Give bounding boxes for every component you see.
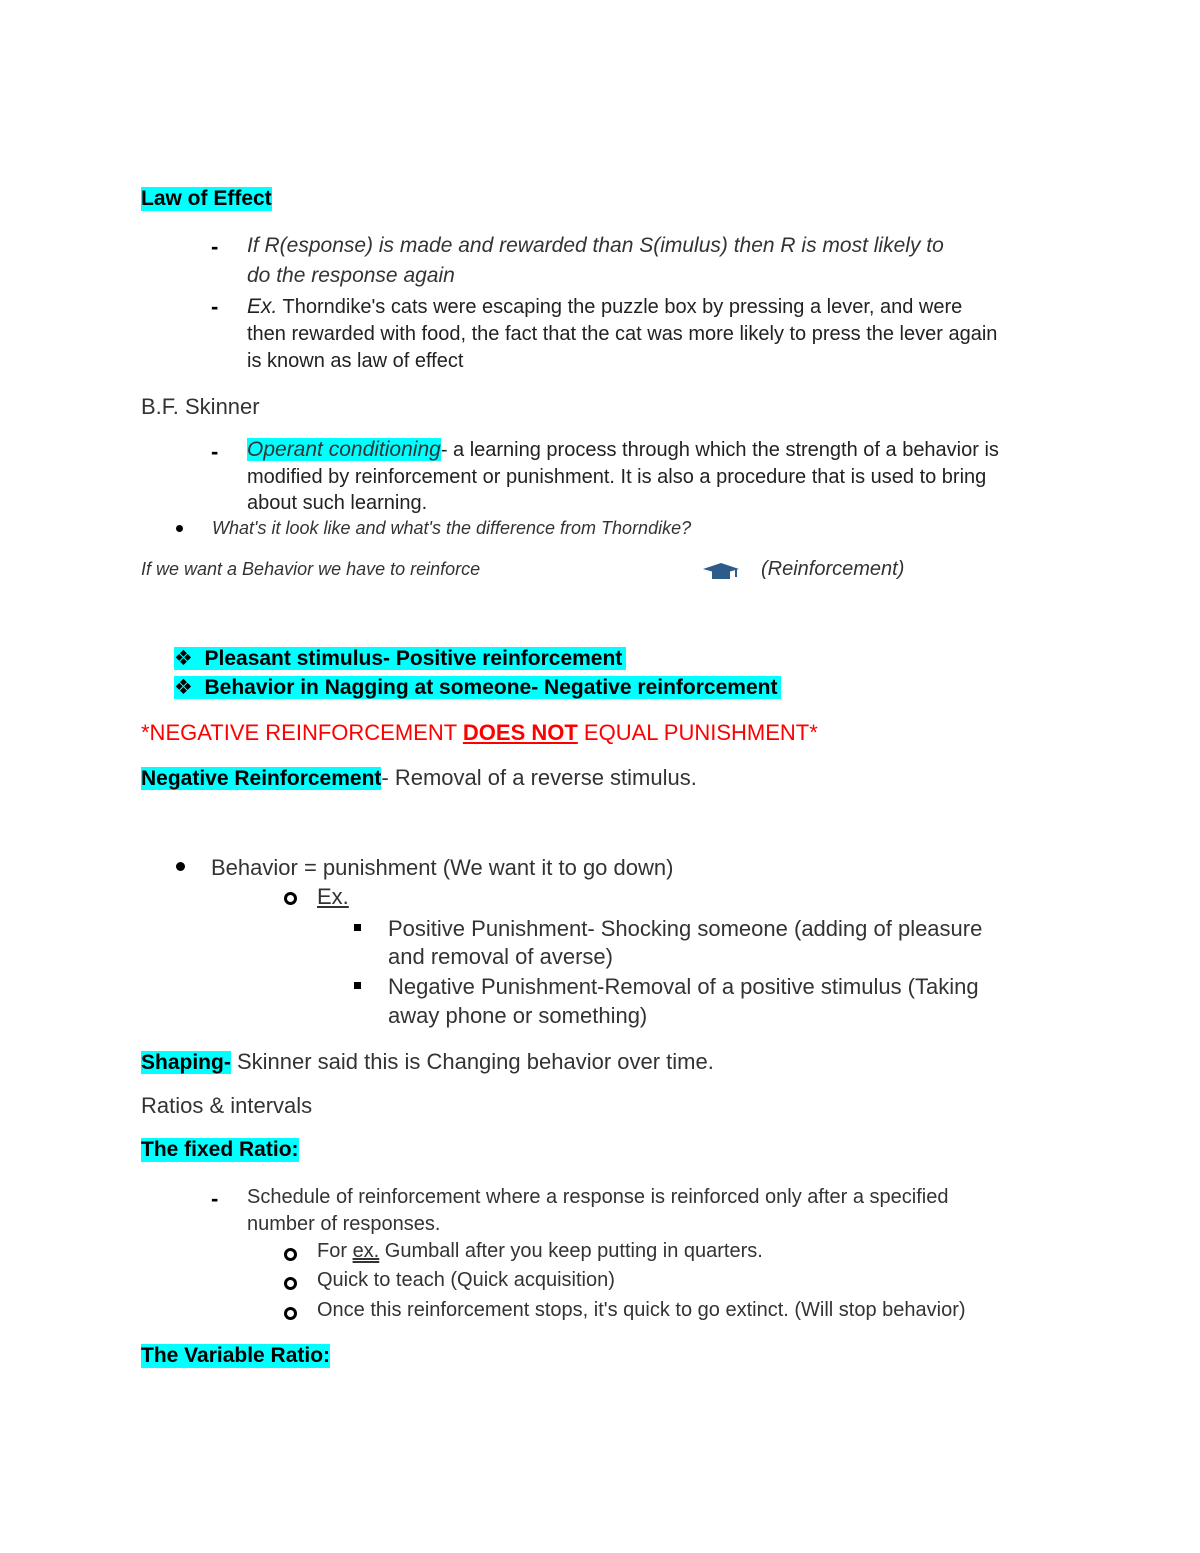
law-of-effect-item2-line2: then rewarded with food, the fact that the cat was more likely to press the lever again bbox=[247, 323, 998, 345]
circle-bullet bbox=[284, 892, 297, 905]
negative-reinforcement-line bbox=[141, 765, 697, 791]
positive-punishment-line2: and removal of averse) bbox=[388, 944, 613, 969]
negative-punishment-line2: away phone or something) bbox=[388, 1003, 648, 1028]
bullet-dot bbox=[176, 525, 183, 532]
bullet-dot bbox=[176, 862, 185, 871]
ratios-heading: Ratios & intervals bbox=[141, 1093, 313, 1118]
skinner-question: What's it look like and what's the difference from Thorndike? bbox=[212, 518, 692, 538]
diamond-list-item bbox=[174, 646, 626, 671]
reinforce-note: If we want a Behavior we have to reinforce bbox=[141, 559, 481, 579]
diamond-item-text: Behavior in Nagging at someone- Negative reinforcement bbox=[204, 676, 778, 699]
law-of-effect-item2-text: Thorndike's cats were escaping the puzzle box by pressing a lever, and were bbox=[277, 296, 963, 318]
operant-conditioning-term: Operant conditioning bbox=[247, 438, 441, 461]
positive-punishment-line1: Positive Punishment- Shocking someone (adding of pleasure bbox=[388, 916, 983, 941]
law-of-effect-item1-line1: If R(esponse) is made and rewarded than S(imulus) then R is most likely to bbox=[247, 234, 944, 257]
dash-bullet: - bbox=[211, 439, 219, 464]
fixed-ratio-sub2: Quick to teach (Quick acquisition) bbox=[317, 1269, 615, 1291]
square-bullet bbox=[354, 924, 361, 931]
negative-reinforcement-def: - Removal of a reverse stimulus. bbox=[381, 765, 697, 790]
fixed-ratio-heading: The fixed Ratio: bbox=[141, 1138, 299, 1161]
diamond-item-text: Pleasant stimulus- Positive reinforcement bbox=[204, 647, 623, 670]
diamond-item-highlight bbox=[174, 676, 781, 699]
fixed-ratio-sub3: Once this reinforcement stops, it's quick to go extinct. (Will stop behavior) bbox=[317, 1299, 966, 1321]
ex-label: Ex. bbox=[247, 295, 278, 318]
shaping-term: Shaping- bbox=[141, 1051, 231, 1074]
fixed-ratio-def-line2: number of responses. bbox=[247, 1213, 441, 1235]
operant-def-line1 bbox=[247, 438, 999, 462]
law-of-effect-item1-line2: do the response again bbox=[247, 264, 455, 287]
negative-reinforcement-term: Negative Reinforcement bbox=[141, 767, 382, 790]
law-of-effect-item2-line1 bbox=[247, 295, 962, 319]
mortarboard-icon bbox=[702, 562, 740, 585]
reinforcement-label: (Reinforcement) bbox=[761, 558, 905, 580]
dash-bullet: - bbox=[211, 294, 219, 319]
diamond-item-highlight bbox=[174, 647, 626, 670]
circle-bullet bbox=[284, 1248, 297, 1261]
negative-punishment-line1: Negative Punishment-Removal of a positive stimulus (Taking bbox=[388, 974, 979, 999]
square-bullet bbox=[354, 982, 361, 989]
diamond-icon: ❖ bbox=[174, 647, 193, 670]
variable-ratio-heading: The Variable Ratio: bbox=[141, 1344, 331, 1367]
diamond-list-item bbox=[174, 675, 781, 700]
operant-def-line3: about such learning. bbox=[247, 492, 428, 514]
warning-after: EQUAL PUNISHMENT* bbox=[577, 720, 818, 745]
sub1-post: Gumball after you keep putting in quarters. bbox=[379, 1240, 763, 1262]
shaping-line bbox=[141, 1049, 714, 1075]
negative-reinforcement-warning bbox=[141, 720, 818, 746]
circle-bullet bbox=[284, 1307, 297, 1320]
skinner-heading: B.F. Skinner bbox=[141, 394, 260, 419]
fixed-ratio-def-line1: Schedule of reinforcement where a response is reinforced only after a specified bbox=[247, 1186, 949, 1208]
diamond-icon: ❖ bbox=[174, 676, 193, 699]
sub1-ex: ex. bbox=[352, 1240, 380, 1262]
punishment-bullet: Behavior = punishment (We want it to go down) bbox=[211, 855, 674, 880]
sub1-pre: For bbox=[317, 1240, 353, 1262]
warning-before: *NEGATIVE REINFORCEMENT bbox=[141, 720, 463, 745]
operant-def-text: - a learning process through which the strength of a behavior is bbox=[440, 439, 999, 461]
dash-bullet: - bbox=[211, 234, 219, 259]
shaping-def: Skinner said this is Changing behavior over time. bbox=[230, 1049, 714, 1074]
punishment-ex: Ex. bbox=[317, 884, 349, 909]
fixed-ratio-sub1 bbox=[317, 1240, 763, 1263]
warning-emphasis: DOES NOT bbox=[462, 720, 578, 745]
circle-bullet bbox=[284, 1277, 297, 1290]
law-of-effect-heading: Law of Effect bbox=[141, 187, 272, 210]
law-of-effect-item2-line3: is known as law of effect bbox=[247, 350, 464, 372]
dash-bullet: - bbox=[211, 1186, 219, 1211]
operant-def-line2: modified by reinforcement or punishment. It is also a procedure that is used to bring bbox=[247, 466, 987, 488]
